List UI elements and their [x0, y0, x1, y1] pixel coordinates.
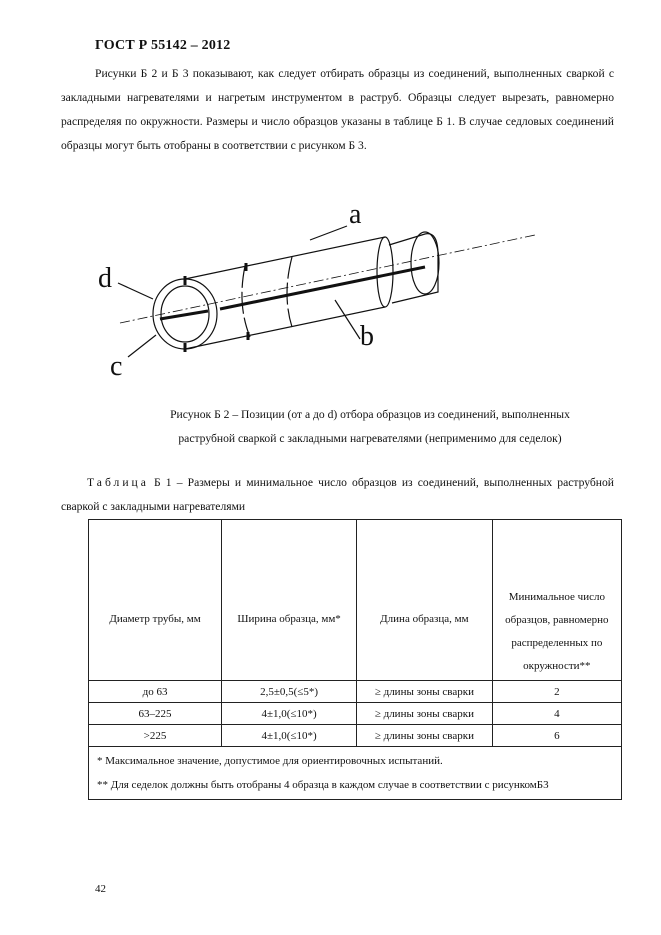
table-notes — [89, 747, 622, 800]
arrow-b — [335, 300, 360, 339]
table-row — [89, 703, 622, 725]
label-b: b — [360, 321, 374, 352]
header-length: Длина образца, мм — [357, 520, 493, 681]
caption-line-1: Рисунок Б 2 – Позиции (от а до d) отбора образцов из соединений, выполненных — [170, 408, 570, 421]
cell-count: 4 — [492, 703, 621, 725]
cell-diameter: >225 — [89, 725, 222, 747]
intro-paragraph: Рисунки Б 2 и Б 3 показывают, как следует отбирать образцы из соединений, выполненных сваркой с закладными нагревателями и нагретым инструментом в раструб. Образцы следует вырезать, равномерно распределяя по окружности. Размеры и число образцов указаны в таблице Б 1. В случае седловых соединений образцы могут быть отобраны в соответствии с рисунком Б 3. — [61, 67, 614, 152]
arrow-a — [310, 226, 347, 240]
table-header-row — [89, 520, 622, 681]
arrow-d — [118, 283, 153, 299]
note-2: ** Для седелок должны быть отобраны 4 образца в каждом случае в соответствии с рисункомБ3 — [97, 779, 549, 791]
table-row — [89, 681, 622, 703]
page-number: 42 — [95, 883, 106, 895]
figure-b2 — [60, 195, 620, 385]
pipe-end-ellipse — [411, 232, 439, 294]
cell-diameter: до 63 — [89, 681, 222, 703]
table-title-word: Таблица — [87, 476, 149, 489]
figure-caption — [100, 403, 640, 451]
note-1: * Максимальное значение, допустимое для ориентировочных испытаний. — [97, 755, 443, 767]
cell-length: ≥ длины зоны сварки — [357, 725, 493, 747]
document-header: ГОСТ Р 55142 – 2012 — [95, 38, 231, 53]
cell-width: 2,5±0,5(≤5*) — [222, 681, 357, 703]
label-c: c — [110, 351, 123, 382]
cell-diameter: 63–225 — [89, 703, 222, 725]
pipe-joint-diagram — [60, 195, 620, 385]
ring-far — [287, 257, 292, 327]
ring-near — [242, 266, 250, 337]
table-title — [61, 471, 614, 519]
header-width: Ширина образца, мм* — [222, 520, 357, 681]
caption-line-2: раструбной сваркой с закладными нагревателями (неприменимо для седелок) — [178, 432, 562, 445]
cell-width: 4±1,0(≤10*) — [222, 703, 357, 725]
samples-table — [88, 519, 622, 800]
label-a: a — [349, 199, 362, 230]
cell-length: ≥ длины зоны сварки — [357, 703, 493, 725]
label-d: d — [98, 263, 112, 294]
header-diameter: Диаметр трубы, мм — [89, 520, 222, 681]
sleeve-far-arc — [377, 237, 393, 307]
cell-width: 4±1,0(≤10*) — [222, 725, 357, 747]
cell-length: ≥ длины зоны сварки — [357, 681, 493, 703]
header-count: Минимальное число образцов, равномерно распределенных по окружности** — [492, 520, 621, 681]
cell-count: 2 — [492, 681, 621, 703]
table-notes-row — [89, 747, 622, 800]
cell-count: 6 — [492, 725, 621, 747]
table-row — [89, 725, 622, 747]
table-title-text: Б 1 – Размеры и минимальное число образцов из соединений, выполненных раструбной сваркой с закладными нагревателями — [61, 476, 614, 513]
arrow-c — [128, 335, 156, 357]
